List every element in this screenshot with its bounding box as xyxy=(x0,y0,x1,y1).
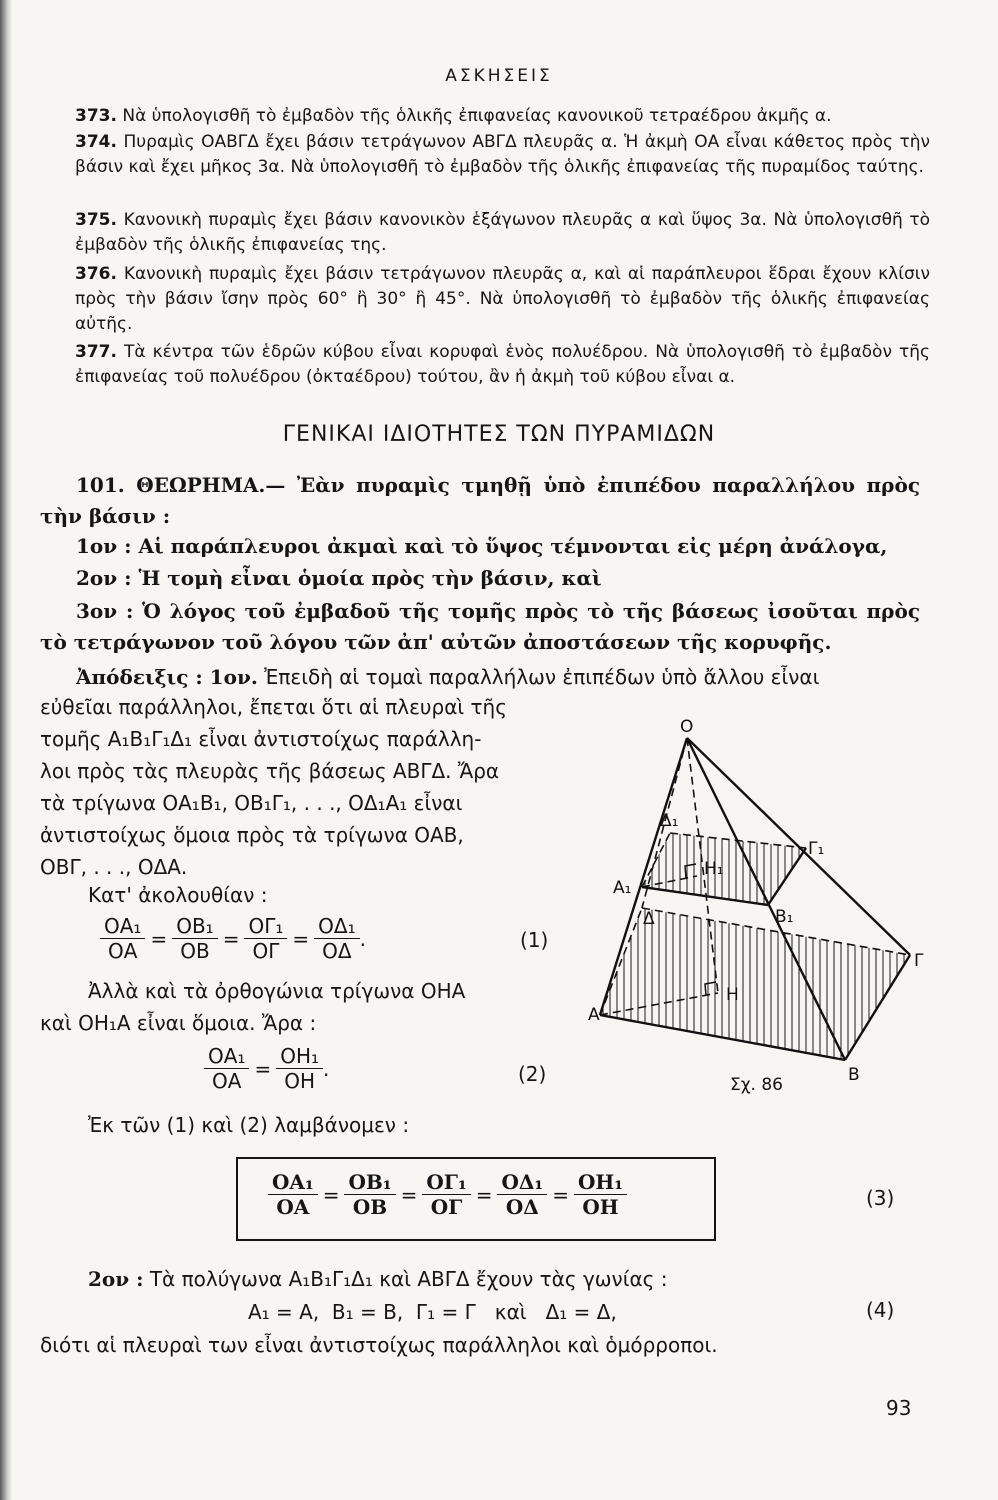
label-H1: Η₁ xyxy=(704,859,724,879)
section-title: ΓΕΝΙΚΑΙ ΙΔΙΟΤΗΤΕΣ ΤΩΝ ΠΥΡΑΜΙΔΩΝ xyxy=(282,422,716,447)
label-A: Α xyxy=(588,1005,600,1025)
label-B1: Β₁ xyxy=(775,907,794,927)
fraction: $\frac{\text{ΟΒ₁}}{OB}$ xyxy=(344,1170,395,1219)
exercise-374: 374. Πυραμὶς ΟΑΒΓΔ ἔχει βάσιν τετράγωνον ΑΒΓΔ πλευρᾶς α. Ἡ ἀκμὴ ΟΑ εἶναι κάθετος πρὸς τὴν βάσιν καὶ ἔχει μῆκος 3α. Νὰ ὑπολογισθῆ τὸ ἐμβαδὸν τῆς ὁλικῆς ἐπιφανείας τῆς πυραμίδος ταύτης. xyxy=(75,132,930,177)
fraction: $\frac{\text{ΟΑ₁}}{OA}$ xyxy=(204,1044,249,1093)
exercise-375: 375. Κανονικὴ πυραμὶς ἔχει βάσιν κανονικὸν ἑξάγωνον πλευρᾶς α καὶ ὕψος 3α. Νὰ ὑπολογισθῆ τὸ ἐμβαδὸν τῆς ὁλικῆς ἐπιφανείας της. xyxy=(75,210,930,255)
label-G: Γ xyxy=(914,951,924,971)
equation-3: $\frac{\text{ΟΑ₁}}{OA}$ = $\frac{\text{ΟΒ₁}}{OB}$ = $\frac{\text{ΟΓ₁}}{O\Gamma}$ = $\frac{\text{ΟΔ₁}}{O\Delta}$ = $\frac{\text{ΟΗ₁}}{OH}$ xyxy=(268,1170,627,1219)
fraction: $\frac{\text{ΟΗ₁}}{OH}$ xyxy=(276,1044,323,1093)
section-hatching xyxy=(642,833,806,905)
proof-line-3: τομῆς Α₁Β₁Γ₁Δ₁ εἶναι ἀντιστοίχως παράλλη- xyxy=(40,727,482,751)
proof-line-2: εὐθεῖαι παράλληλοι, ἔπεται ὅτι αἱ πλευραὶ τῆς xyxy=(40,695,507,719)
equation-3-tag: (3) xyxy=(866,1186,895,1210)
equation-3-box xyxy=(236,1157,716,1241)
fraction: $\frac{\text{ΟΔ₁}}{O\Delta}$ xyxy=(497,1170,547,1219)
theorem-statement: 101. ΘΕΩΡΗΜΑ.— Ἐὰν πυραμὶς τμηθῇ ὑπὸ ἐπιπέδου παραλλήλου πρὸς τὴν βάσιν : xyxy=(40,473,920,528)
proof-line-7: ΟΒΓ, . . ., ΟΔΑ. xyxy=(40,855,188,879)
fraction: $\frac{\text{ΟΓ₁}}{O\Gamma}$ xyxy=(422,1170,470,1219)
equation-1: $\frac{\text{ΟΑ₁}}{OA}$ = $\frac{\text{ΟΒ₁}}{OB}$ = $\frac{\text{ΟΓ₁}}{O\Gamma}$ = $\frac{\text{ΟΔ₁}}{O\Delta}$ . xyxy=(100,914,366,963)
proof-line-4: λοι πρὸς τὰς πλευρὰς τῆς βάσεως ΑΒΓΔ. Ἄρα xyxy=(40,759,500,783)
proof-reason: διότι αἱ πλευραὶ των εἶναι ἀντιστοίχως παράλληλοι καὶ ὁμόρροποι. xyxy=(40,1333,718,1357)
proof-line-1: Ἀπόδειξις : 1ον. Ἐπειδὴ αἱ τομαὶ παραλλήλων ἐπιπέδων ὑπὸ ἄλλου εἶναι xyxy=(76,665,820,689)
label-D1: Δ₁ xyxy=(660,811,679,831)
equation-2-tag: (2) xyxy=(518,1062,547,1086)
fraction: $\frac{\text{ΟΗ₁}}{OH}$ xyxy=(574,1170,627,1219)
equation-4-tag: (4) xyxy=(866,1298,895,1322)
book-spine-shadow xyxy=(0,0,12,1500)
exercises-heading: ΑΣΚΗΣΕΙΣ xyxy=(445,66,553,86)
equation-1-tag: (1) xyxy=(520,928,549,952)
proof-second-line: 2ον : Τὰ πολύγωνα Α₁Β₁Γ₁Δ₁ καὶ ΑΒΓΔ ἔχουν τὰς γωνίας : xyxy=(88,1267,668,1291)
fraction: $\frac{\text{ΟΑ₁}}{OA}$ xyxy=(268,1170,318,1219)
fraction: $\frac{\text{ΟΔ₁}}{O\Delta}$ xyxy=(314,914,359,963)
figure-caption: Σχ. 86 xyxy=(730,1075,784,1095)
proof-also-line-2: καὶ ΟΗ₁Α εἶναι ὅμοια. Ἄρα : xyxy=(40,1011,317,1035)
proof-line-5: τὰ τρίγωνα ΟΑ₁Β₁, ΟΒ₁Γ₁, . . ., ΟΔ₁Α₁ εἶναι xyxy=(40,791,463,815)
equation-2: $\frac{\text{ΟΑ₁}}{OA}$ = $\frac{\text{ΟΗ₁}}{OH}$ . xyxy=(204,1044,329,1093)
label-O: Ο xyxy=(680,717,694,737)
label-H: Η xyxy=(726,985,739,1005)
theorem-point-1: 1ον : Αἱ παράπλευροι ἀκμαὶ καὶ τὸ ὕψος τέμνονται εἰς μέρη ἀνάλογα, xyxy=(76,534,888,558)
label-D: Δ xyxy=(643,909,655,929)
base-hatching xyxy=(600,908,910,1060)
exercise-377: 377. Τὰ κέντρα τῶν ἑδρῶν κύβου εἶναι κορυφαὶ ἑνὸς πολυέδρου. Νὰ ὑπολογισθῆ τὸ ἐμβαδὸν τῆς ἐπιφανείας τοῦ πολυέδρου (ὀκταέδρου) τούτου, ἂν ἡ ἀκμὴ τοῦ κύβου εἶναι α. xyxy=(75,342,930,387)
theorem-point-2: 2ον : Ἡ τομὴ εἶναι ὁμοία πρὸς τὴν βάσιν, καὶ xyxy=(76,566,602,590)
proof-consequently: Κατ' ἀκολουθίαν : xyxy=(88,883,268,907)
proof-from: Ἐκ τῶν (1) καὶ (2) λαμβάνομεν : xyxy=(88,1113,410,1137)
equation-4: Α₁ = Α, Β₁ = Β, Γ₁ = Γ καὶ Δ₁ = Δ, xyxy=(248,1300,617,1324)
exercise-373: 373. Νὰ ὑπολογισθῆ τὸ ἐμβαδὸν τῆς ὁλικῆς ἐπιφανείας κανονικοῦ τετραέδρου ἀκμῆς α. xyxy=(75,106,832,126)
page-number: 93 xyxy=(886,1396,912,1420)
label-A1: Α₁ xyxy=(613,878,632,898)
pyramid-figure xyxy=(580,700,940,1100)
proof-also-line-1: Ἀλλὰ καὶ τὰ ὀρθογώνια τρίγωνα ΟΗΑ xyxy=(88,979,466,1003)
theorem-point-3: 3ον : Ὁ λόγος τοῦ ἐμβαδοῦ τῆς τομῆς πρὸς τὸ τῆς βάσεως ἰσοῦται πρὸς τὸ τετράγωνον τοῦ λόγου τῶν ἀπ' αὐτῶν ἀποστάσεων τῆς κορυφῆς. xyxy=(40,599,920,654)
label-B: Β xyxy=(848,1065,860,1085)
exercise-376: 376. Κανονικὴ πυραμὶς ἔχει βάσιν τετράγωνον πλευρᾶς α, καὶ αἱ παράπλευροι ἕδραι ἔχουν κλίσιν πρὸς τὴν βάσιν ἴσην πρὸς 60° ἢ 30° ἢ 45°. Νὰ ὑπολογισθῆ τὸ ἐμβαδὸν τῆς ὁλικῆς ἐπιφανείας αὐτῆς. xyxy=(75,264,930,334)
fraction: $\frac{\text{ΟΑ₁}}{OA}$ xyxy=(100,914,145,963)
label-G1: Γ₁ xyxy=(808,839,825,859)
fraction: $\frac{\text{ΟΒ₁}}{OB}$ xyxy=(172,914,217,963)
fraction: $\frac{\text{ΟΓ₁}}{O\Gamma}$ xyxy=(244,914,287,963)
proof-line-6: ἀντιστοίχως ὅμοια πρὸς τὰ τρίγωνα ΟΑΒ, xyxy=(40,823,464,847)
